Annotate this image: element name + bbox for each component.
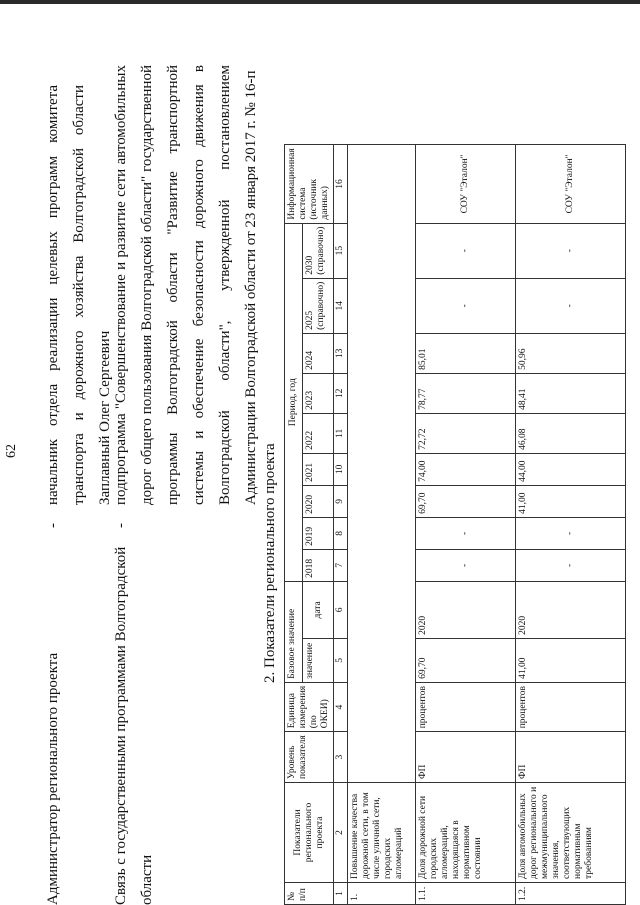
col-number: 13 xyxy=(334,333,348,373)
header-year: 2022 xyxy=(303,413,334,453)
programs-link-label: Связь с государственными программами Волгоградской области xyxy=(113,546,155,905)
row-value: - xyxy=(516,223,626,278)
header-level: Уровень показателя xyxy=(285,732,334,783)
row-unit: процентов xyxy=(416,682,516,731)
header-year: 2024 xyxy=(303,333,334,373)
header-info: Информационная система (источник данных) xyxy=(285,145,334,223)
row-value: 78,77 xyxy=(416,373,516,413)
row-base-date: 2020 xyxy=(516,581,626,638)
col-number: 1 xyxy=(334,883,348,905)
row-value: 50,96 xyxy=(516,333,626,373)
col-number: 5 xyxy=(334,638,348,682)
section-title: 2. Показатели регионального проекта xyxy=(262,443,278,683)
row-value: - xyxy=(416,517,516,549)
admin-label: Администратор регионального проекта xyxy=(45,652,61,905)
row-num: 1.2. xyxy=(516,883,626,905)
row-value: 48,41 xyxy=(516,373,626,413)
row-indicator: Доля дорожной сети городских агломераций, находящаяся в нормативном состоянии xyxy=(416,783,516,883)
row-value: - xyxy=(416,549,516,581)
row-value: - xyxy=(516,549,626,581)
header-year: 2020 xyxy=(303,485,334,517)
row-info: СОУ "Эталон" xyxy=(516,145,626,223)
row-num: 1. xyxy=(348,883,416,905)
header-indicator: Показатели регионального проекта xyxy=(285,783,334,883)
header-base-value: значение xyxy=(303,638,334,682)
row-base-value: 69,70 xyxy=(416,638,516,682)
row-level: ФП xyxy=(416,732,516,783)
table-row xyxy=(416,145,516,905)
programs-link-dash: - xyxy=(113,523,129,528)
header-unit: Единица измерения (по ОКЕИ) xyxy=(285,682,334,731)
header-year: 2019 xyxy=(303,517,334,549)
col-number: 9 xyxy=(334,485,348,517)
col-number: 3 xyxy=(334,732,348,783)
row-value: 72,72 xyxy=(416,413,516,453)
row-value: 85,01 xyxy=(416,333,516,373)
indicators-table xyxy=(284,144,626,905)
row-value: - xyxy=(516,278,626,333)
column-number-row xyxy=(334,145,348,905)
row-unit: процентов xyxy=(516,682,626,731)
col-number: 10 xyxy=(334,453,348,485)
row-value: - xyxy=(416,223,516,278)
row-num: 1.1. xyxy=(416,883,516,905)
header-base: Базовое значение xyxy=(285,581,303,682)
row-base-value: 41,00 xyxy=(516,638,626,682)
admin-value: начальник отдела реализации целевых программ комитета транспорта и дорожного хозяйства Волгоградской области Заплавный Олег Сергеевич xyxy=(45,85,113,505)
header-year: 2023 xyxy=(303,373,334,413)
header-year: 2018 xyxy=(303,549,334,581)
col-number: 2 xyxy=(334,783,348,883)
header-year: 2030 (справочно) xyxy=(303,223,334,278)
col-number: 15 xyxy=(334,223,348,278)
header-num: № п/п xyxy=(285,883,334,905)
row-indicator: Повышение качества дорожной сети, в том числе уличной сети, городских агломераций xyxy=(348,783,416,883)
row-value: - xyxy=(516,517,626,549)
header-period: Период, год xyxy=(285,223,303,581)
table-header-row xyxy=(285,145,303,905)
row-value: 46,08 xyxy=(516,413,626,453)
col-number: 4 xyxy=(334,682,348,731)
row-value: 69,70 xyxy=(416,485,516,517)
col-number: 11 xyxy=(334,413,348,453)
col-number: 8 xyxy=(334,517,348,549)
table-row xyxy=(516,145,626,905)
col-number: 7 xyxy=(334,549,348,581)
header-base-date: дата xyxy=(303,581,334,638)
admin-dash: - xyxy=(45,523,61,528)
row-section-span xyxy=(348,145,416,783)
row-value: 41,00 xyxy=(516,485,626,517)
page-number: 62 xyxy=(4,444,19,458)
header-year: 2021 xyxy=(303,453,334,485)
col-number: 14 xyxy=(334,278,348,333)
header-year: 2025 (справочно) xyxy=(303,278,334,333)
row-value: - xyxy=(416,278,516,333)
row-level: ФП xyxy=(516,732,626,783)
row-base-date: 2020 xyxy=(416,581,516,638)
table-row xyxy=(348,145,416,905)
col-number: 6 xyxy=(334,581,348,638)
col-number: 12 xyxy=(334,373,348,413)
row-info: СОУ "Эталон" xyxy=(416,145,516,223)
row-value: 44,00 xyxy=(516,453,626,485)
col-number: 16 xyxy=(334,145,348,223)
programs-link-value: подпрограмма "Совершенствование и развитие сети автомобильных дорог общего пользования Волгоградской области" государственной программы Волгоградской области "Развитие транспортной системы и обеспечение безопасности дорожного движения в Волгоградской области", утвержденной постановлением Администрации Волгоградской области от 23 января 2017 г. № 16-п xyxy=(113,65,259,505)
row-value: 74,00 xyxy=(416,453,516,485)
row-indicator: Доля автомобильных дорог регионального и межмуниципального значения, соответствующих нормативным требованиям xyxy=(516,783,626,883)
